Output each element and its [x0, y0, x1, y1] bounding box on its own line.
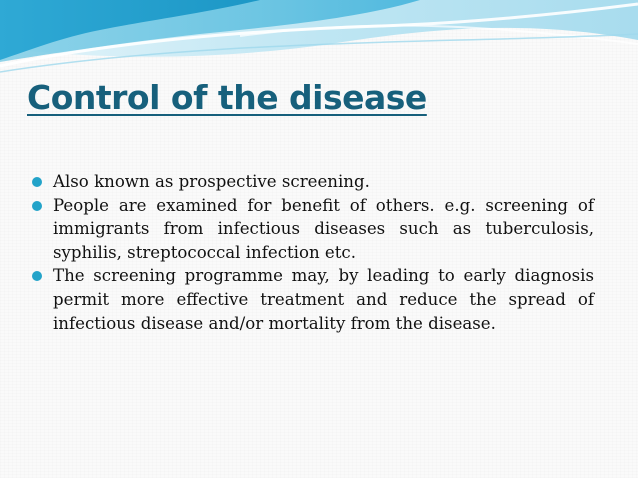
bullet-marker-icon: [32, 271, 42, 281]
bullet-item: [32, 170, 594, 194]
bullet-text: The screening programme may, by leading to early diagnosis permit more effective treatment and reduce the spread of infectious disease and/or mortality from the disease.: [53, 266, 594, 333]
bullet-text: People are examined for benefit of others. e.g. screening of immigrants from infectious diseases such as tuberculosis, syphilis, streptococcal infection etc.: [53, 195, 594, 262]
bullet-item: [32, 264, 594, 335]
slide-title: Control of the disease: [27, 78, 427, 117]
bullet-marker-icon: [32, 177, 42, 187]
header-wave-decoration: [0, 0, 638, 90]
bullet-item: [32, 194, 594, 265]
bullet-list: [32, 170, 594, 335]
bullet-text: Also known as prospective screening.: [53, 172, 370, 191]
bullet-marker-icon: [32, 201, 42, 211]
